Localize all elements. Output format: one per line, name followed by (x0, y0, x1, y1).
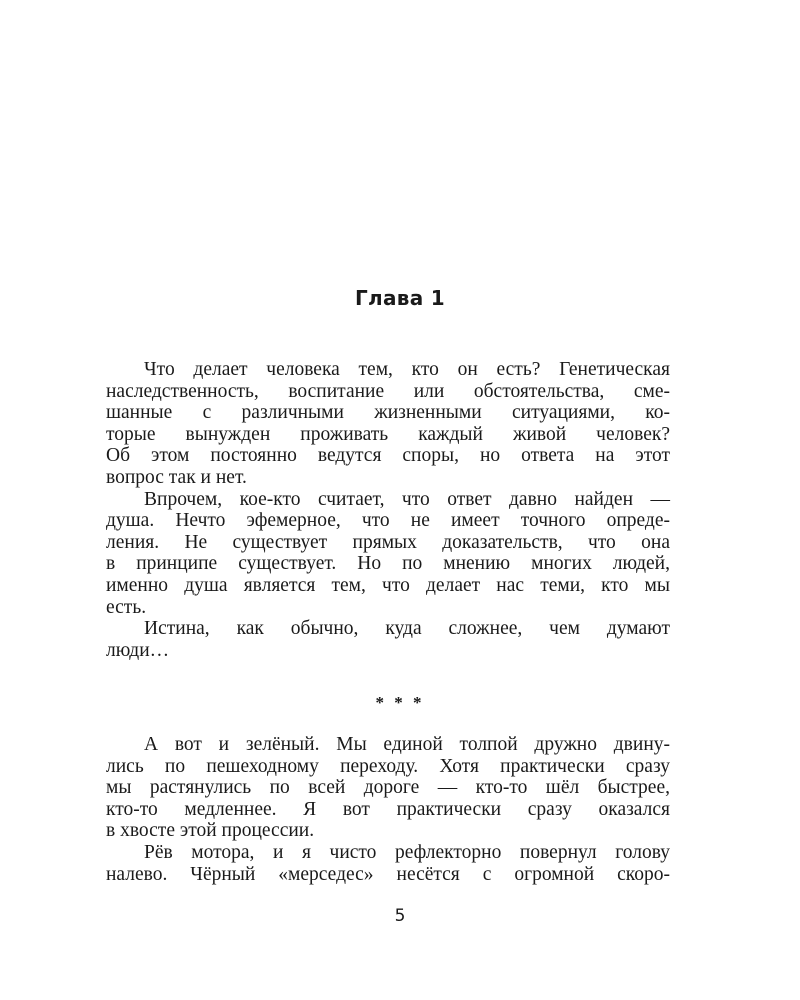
paragraph (106, 359, 670, 489)
paragraph (106, 734, 670, 842)
paragraph (106, 618, 670, 661)
text-line: налево. Чёрный «мерседес» несётся с огромной скоро- (106, 863, 670, 885)
text-line: лись по пешеходному переходу. Хотя практически сразу (106, 755, 670, 777)
text-line: Рёв мотора, и я чисто рефлекторно повернул голову (144, 841, 670, 863)
text-line: наследственность, воспитание или обстоятельства, сме- (106, 380, 670, 402)
intro-text (106, 359, 670, 661)
text-line: люди… (106, 639, 170, 661)
paragraph (106, 489, 670, 619)
text-line: в хвосте этой процессии. (106, 820, 315, 842)
text-line: Истина, как обычно, куда сложнее, чем думают (144, 618, 670, 640)
text-line: кто-то медленнее. Я вот практически сразу оказался (106, 798, 670, 820)
text-line: Об этом постоянно ведутся споры, но ответа на этот (106, 445, 670, 467)
paragraph (106, 842, 670, 885)
text-line: А вот и зелёный. Мы единой толпой дружно двину- (144, 734, 670, 755)
text-line: мы растянулись по всей дороге — кто-то шёл быстрее, (106, 777, 670, 799)
story-text (106, 734, 670, 885)
chapter-title: Глава 1 (354, 286, 446, 310)
text-line: есть. (106, 596, 147, 618)
text-line: ления. Не существует прямых доказательств, что она (106, 531, 670, 553)
text-line: шанные с различными жизненными ситуациями, ко- (106, 402, 670, 424)
text-line: торые вынужден проживать каждый живой человек? (106, 423, 670, 445)
text-line: душа. Нечто эфемерное, что не имеет точного опреде- (106, 510, 670, 532)
text-line: именно душа является тем, что делает нас теми, кто мы (106, 574, 670, 596)
text-line: Впрочем, кое-кто считает, что ответ давно найден — (144, 488, 670, 510)
text-line: в принципе существует. Но по мнению многих людей, (106, 553, 670, 575)
text-line: Что делает человека тем, кто он есть? Генетическая (144, 359, 670, 380)
section-separator: * * * (375, 693, 425, 712)
page-number: 5 (394, 906, 406, 926)
text-line: вопрос так и нет. (106, 466, 247, 488)
